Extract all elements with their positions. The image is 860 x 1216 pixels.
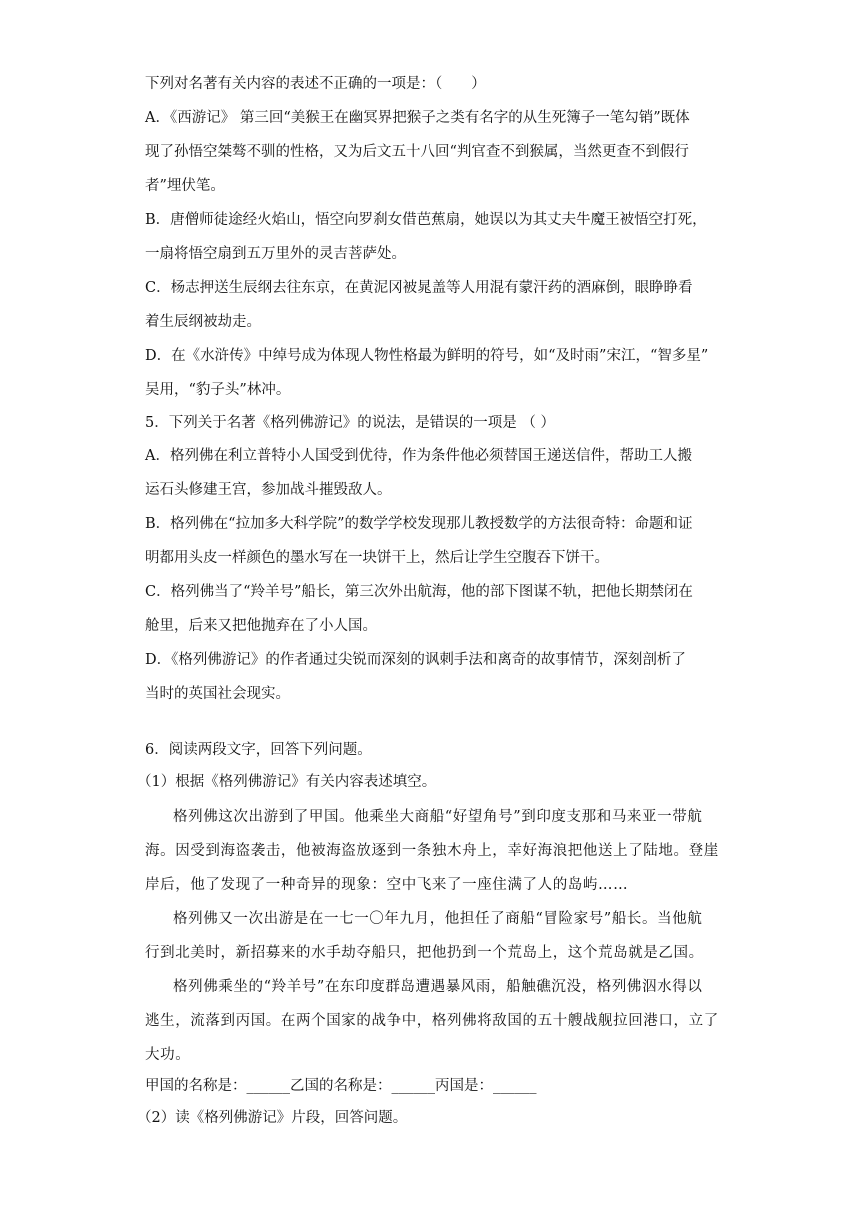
q6-passage-3-line-3: 大功。 [145,1047,191,1063]
q5-option-b-line-2: 明都用头皮一样颜色的墨水写在一块饼干上，然后让学生空腹吞下饼干。 [145,550,609,566]
q4-option-c-line-2: 着生辰纲被劫走。 [145,314,261,330]
q5-option-c-line-1: C．格列佛当了“羚羊号”船长，第三次外出航海，他的部下图谋不轨，把他长期禁闭在 [145,584,693,600]
question-4-stem: 下列对名著有关内容的表述不正确的一项是：（ ） [145,76,486,92]
q4-option-a-line-2: 现了孙悟空桀骜不驯的性格，又为后文五十八回“判官查不到猴属，当然更查不到假行 [145,144,689,160]
q5-option-a-line-2: 运石头修建王宫，参加战斗摧毁敌人。 [145,482,392,498]
q6-sub-question-2: （2）读《格列佛游记》片段，回答问题。 [137,1110,408,1126]
q4-option-b-line-1: B．唐僧师徒途经火焰山，悟空向罗刹女借芭蕉扇，她误以为其丈夫牛魔王被悟空打死， [145,212,707,228]
q5-option-d-line-2: 当时的英国社会现实。 [145,686,290,702]
q6-passage-3-line-1: 格列佛乘坐的“羚羊号”在东印度群岛遭遇暴风雨，船触礁沉没，格列佛泅水得以 [173,979,703,995]
q4-option-a-line-3: 者”埋伏笔。 [145,178,225,194]
q4-option-d-line-1: D．在《水浒传》中绰号成为体现人物性格最为鲜明的符号，如“及时雨”宋江，“智多星” [145,348,709,364]
q6-passage-1-line-3: 岸后，他了发现了一种奇异的现象：空中飞来了一座住满了人的岛屿…… [145,877,629,893]
q4-option-a-line-1: A．《西游记》 第三回“美猴王在幽冥界把猴子之类有名字的从生死簿子一笔勾销”既体 [145,110,690,126]
q6-passage-1-line-1: 格列佛这次出游到了甲国。他乘坐大商船“好望角号”到印度支那和马来亚一带航 [173,809,703,825]
question-5-stem: 5．下列关于名著《格列佛游记》的说法，是错误的一项是 （ ） [145,415,555,431]
q6-passage-2-line-1: 格列佛又一次出游是在一七一〇年九月，他担任了商船“冒险家号”船长。当他航 [173,911,703,927]
q5-option-c-line-2: 舱里，后来又把他抛弃在了小人国。 [145,618,377,634]
q6-passage-2-line-2: 行到北美时，新招募来的水手劫夺船只，把他扔到一个荒岛上，这个荒岛就是乙国。 [145,945,704,961]
q6-sub-question-1: （1）根据《格列佛游记》有关内容表述填空。 [137,774,437,790]
q5-option-d-line-1: D．《格列佛游记》的作者通过尖锐而深刻的讽刺手法和离奇的故事情节，深刻剖析了 [145,652,686,668]
question-6-stem: 6．阅读两段文字，回答下列问题。 [145,742,372,758]
q6-passage-1-line-2: 海。因受到海盗袭击，他被海盗放逐到一条独木舟上，幸好海浪把他送上了陆地。登崖 [145,843,719,859]
q6-fill-in-blanks: 甲国的名称是：______乙国的名称是：______丙国是：______ [145,1078,537,1094]
q4-option-b-line-2: 一扇将悟空扇到五万里外的灵吉菩萨处。 [145,246,406,262]
q5-option-b-line-1: B．格列佛在“拉加多大科学院”的数学学校发现那儿教授数学的方法很奇特：命题和证 [145,516,693,532]
q6-passage-3-line-2: 逃生，流落到丙国。在两个国家的战争中，格列佛将敌国的五十艘战舰拉回港口，立了 [145,1013,719,1029]
q4-option-c-line-1: C．杨志押送生辰纲去往东京，在黄泥冈被晁盖等人用混有蒙汗药的酒麻倒，眼睁睁看 [145,280,693,296]
q4-option-d-line-2: 吴用，“豹子头”林冲。 [145,382,291,398]
q5-option-a-line-1: A．格列佛在利立普特小人国受到优待，作为条件他必须替国王递送信件，帮助工人搬 [145,448,692,464]
